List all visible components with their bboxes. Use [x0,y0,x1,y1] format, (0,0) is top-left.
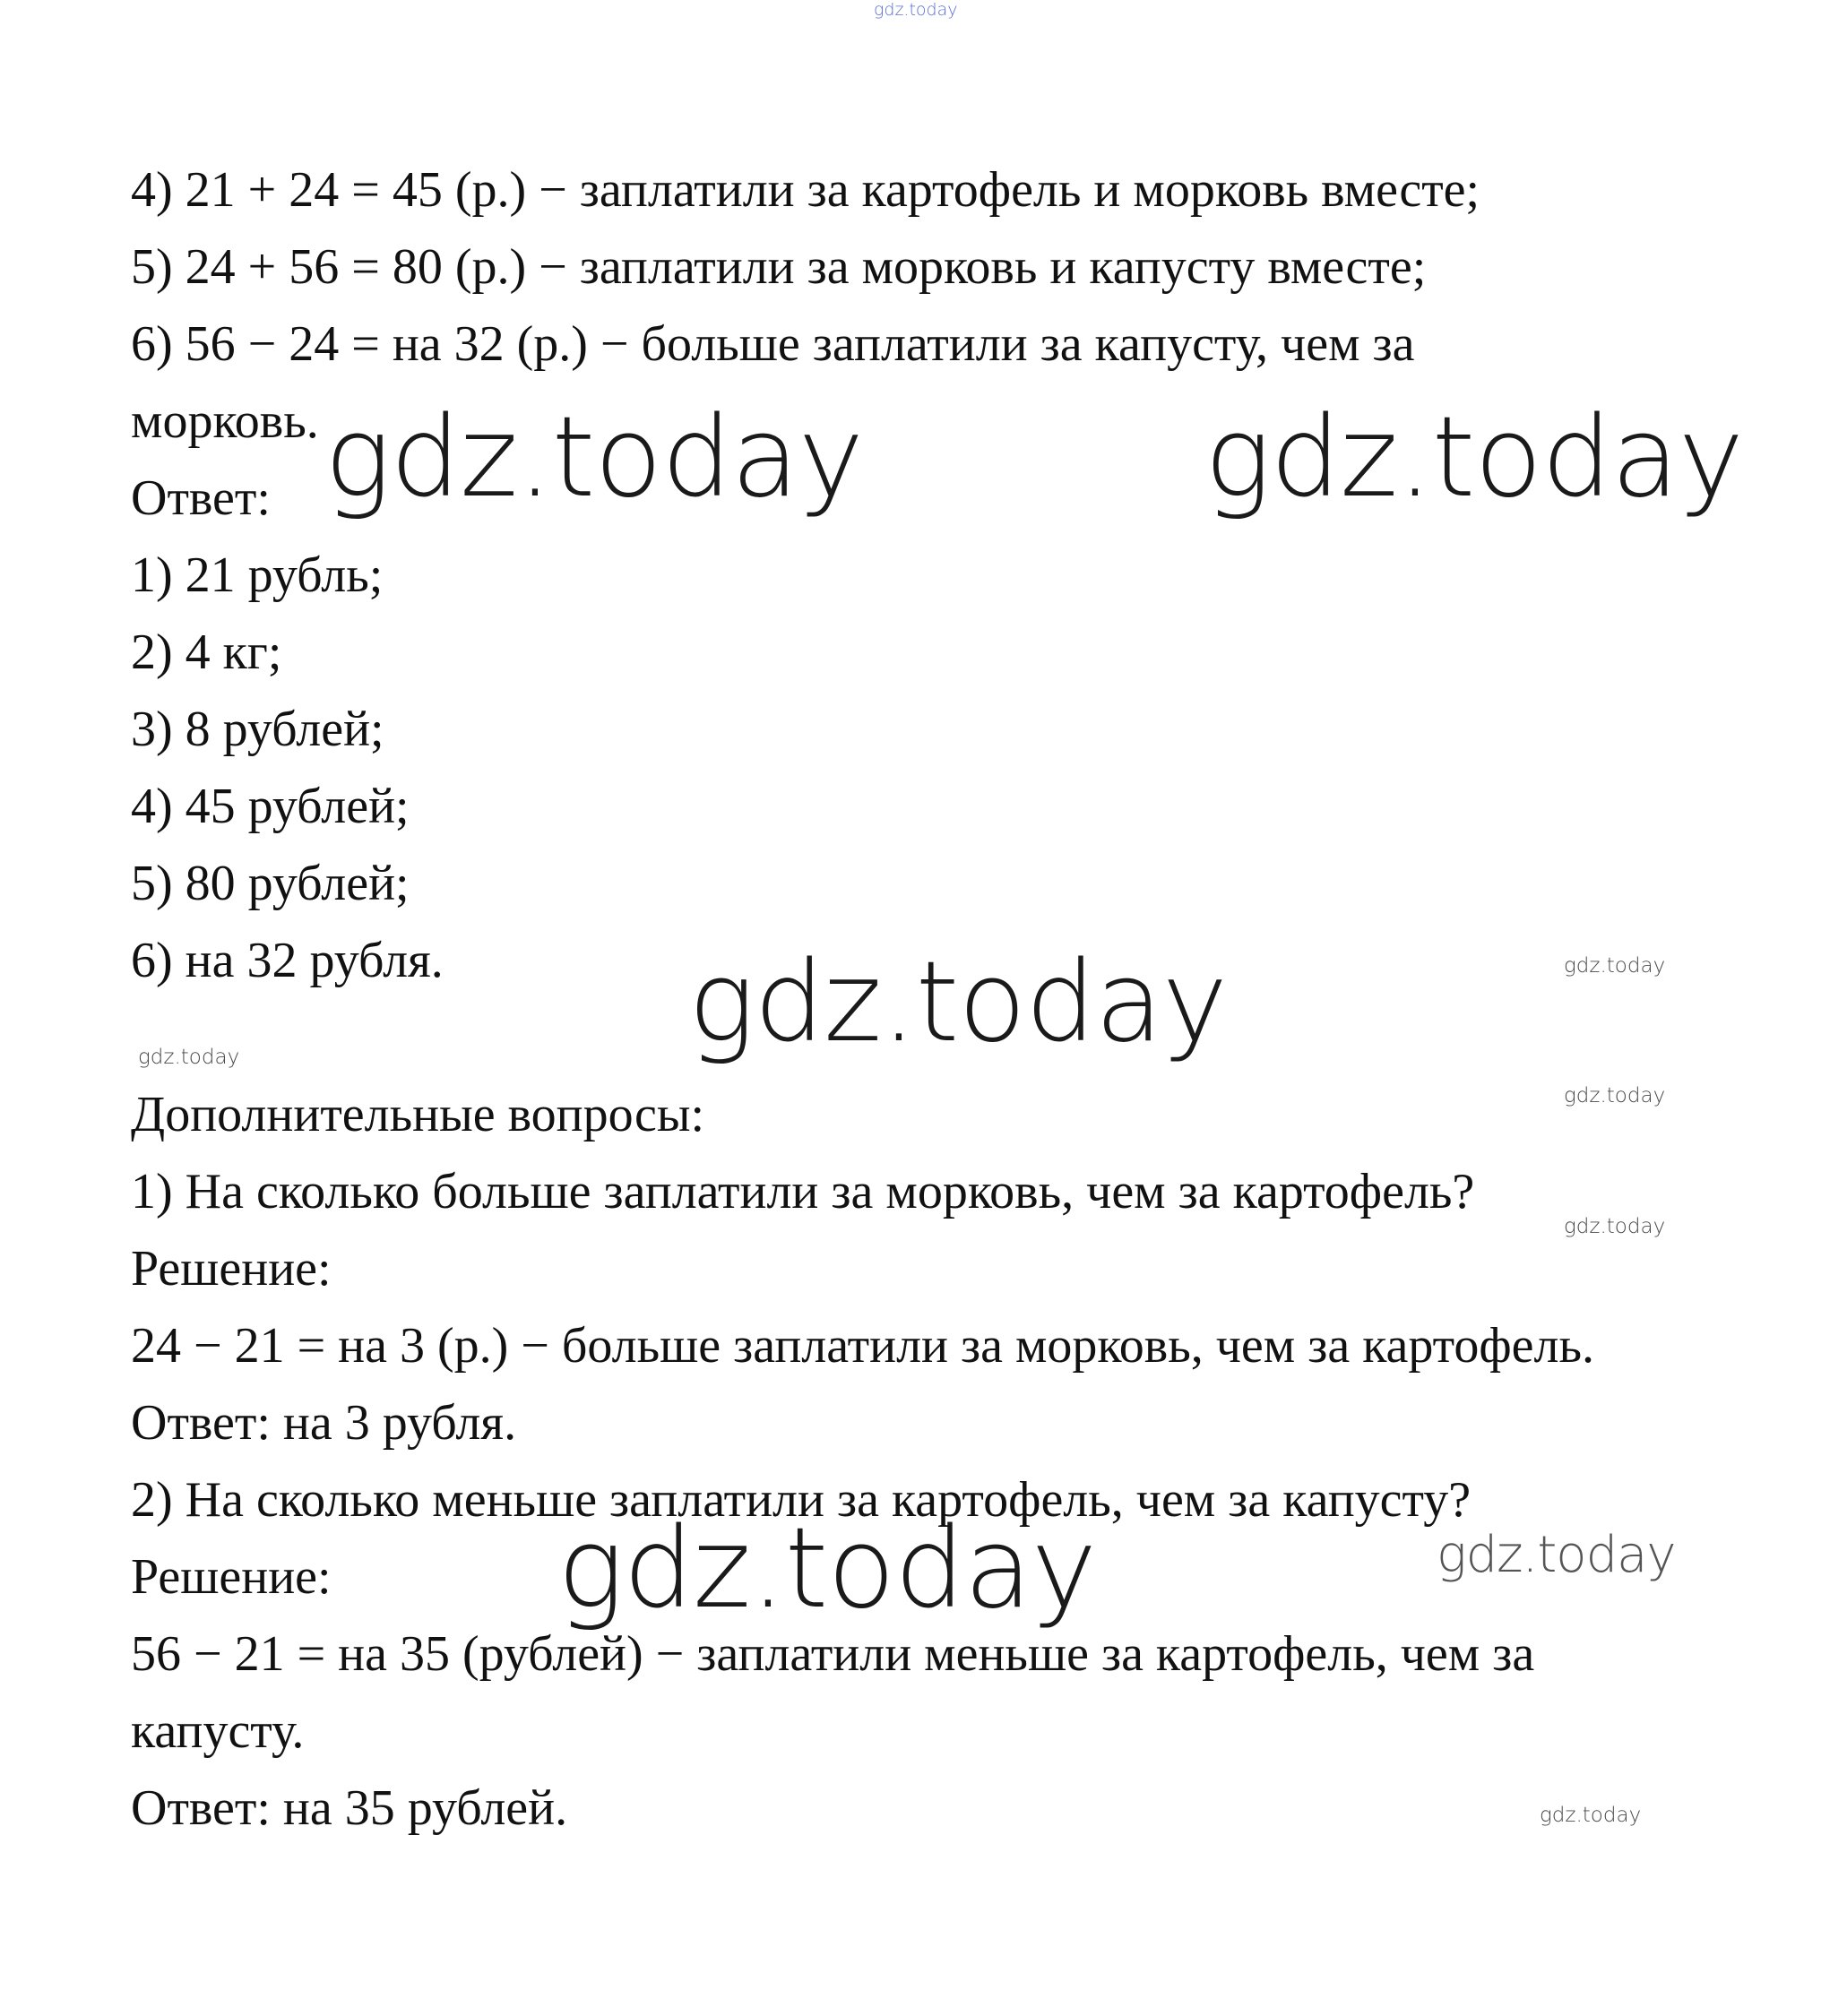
answer-2: Ответ: на 35 рублей. [131,1780,568,1836]
watermark-small: gdz.today [138,1046,240,1069]
watermark-large: gdz.today [557,1504,1097,1633]
solution-1: 24 − 21 = на 3 (р.) − больше заплатили за морковь, чем за картофель. [131,1318,1595,1374]
question-1: 1) На сколько больше заплатили за морковь, чем за картофель? [131,1164,1475,1219]
solution-step-5: 5) 24 + 56 = 80 (р.) − заплатили за морковь и капусту вместе; [131,239,1427,295]
answer-1: Ответ: на 3 рубля. [131,1395,517,1451]
watermark-large: gdz.today [1204,393,1744,522]
answer-item-2: 2) 4 кг; [131,625,282,680]
watermark-large: gdz.today [688,938,1228,1067]
answer-heading: Ответ: [131,470,271,526]
watermark-small: gdz.today [1564,1084,1666,1107]
watermark-small: gdz.today [1540,1804,1642,1827]
watermark-top: gdz.today [874,0,958,20]
solution-2: 56 − 21 = на 35 (рублей) − заплатили меньше за картофель, чем за [131,1626,1535,1682]
solution-step-6: 6) 56 − 24 = на 32 (р.) − больше заплатили за капусту, чем за [131,316,1415,372]
solution-step-4: 4) 21 + 24 = 45 (р.) − заплатили за картофель и морковь вместе; [131,162,1480,218]
solution-2-continued: капусту. [131,1703,305,1759]
watermark-medium: gdz.today [1437,1526,1676,1584]
solution-heading-1: Решение: [131,1241,332,1297]
answer-item-4: 4) 45 рублей; [131,779,410,834]
question-2: 2) На сколько меньше заплатили за картофель, чем за капусту? [131,1472,1472,1528]
answer-item-1: 1) 21 рубль; [131,547,384,603]
answer-item-5: 5) 80 рублей; [131,856,410,911]
watermark-small: gdz.today [1564,1215,1666,1238]
watermark-small: gdz.today [1564,954,1666,978]
answer-item-6: 6) на 32 рубля. [131,933,444,988]
answer-item-3: 3) 8 рублей; [131,702,384,757]
solution-heading-2: Решение: [131,1549,332,1605]
watermark-large: gdz.today [324,393,864,522]
solution-step-6-continued: морковь. [131,393,319,449]
additional-questions-heading: Дополнительные вопросы: [131,1087,705,1142]
